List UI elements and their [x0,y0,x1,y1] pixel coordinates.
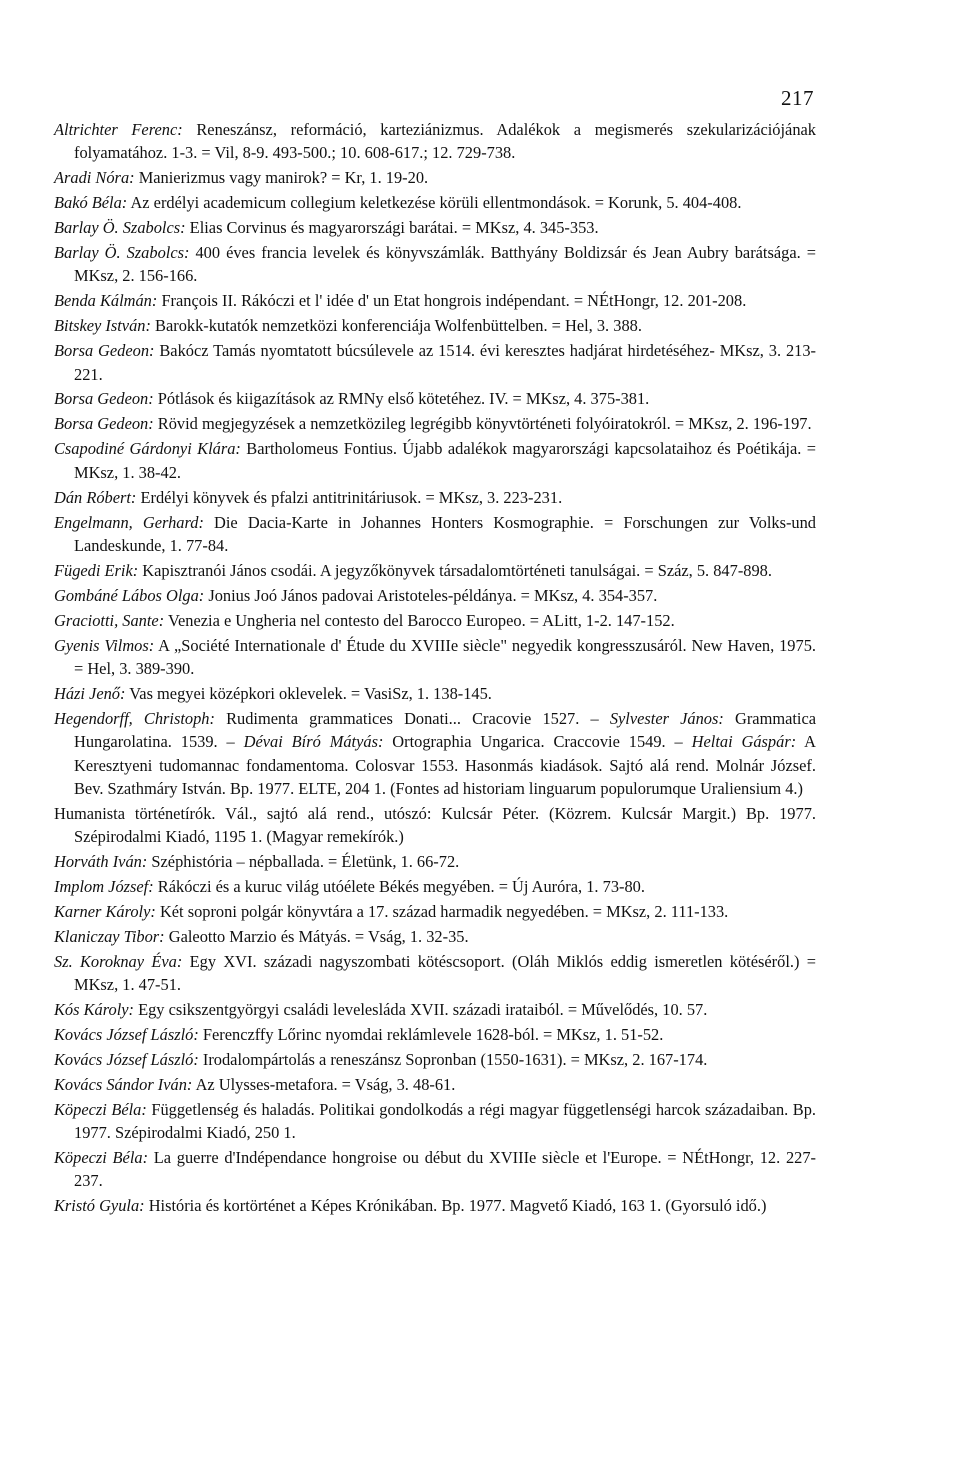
entry-text: Humanista történetírók. Vál., sajtó alá rend., utószó: Kulcsár Péter. (Közrem. Kulcsár Margit.) Bp. 1977. Szépirodalmi Kiadó, 1195 1. (Magyar remekírók.) [54,803,816,847]
entry-text-quaternary: A Keresztyeni tudomannac fondamentoma. Colosvar 1553. Hasonmás kiadások. Sajtó alá rend. Molnár József. Bev. Szathmáry István. Bp. 1977. ELTE, 204 1. (Fontes ad historiam linguarum populorumque Uraliensium 4.) [74,732,816,798]
bibliography-entry [54,998,816,1021]
entry-author: Borsa Gedeon: [54,389,154,409]
bibliography-entry [54,191,816,214]
entry-author: Kovács Sándor Iván: [54,1074,193,1094]
bibliography-entry [54,412,816,435]
entry-author: Köpeczi Béla: [54,1099,147,1119]
bibliography-entry [54,1098,816,1145]
entry-text: La guerre d'Indépendance hongroise ou début du XVIIIe siècle et l'Europe. = NÉtHongr, 12. 227-237. [74,1148,816,1191]
entry-author: Benda Kálmán: [54,291,158,311]
entry-text: Egy csikszentgyörgyi családi levelesláda XVII. századi irataiból. = Művelődés, 10. 57. [133,1000,708,1020]
entry-text: 400 éves francia levelek és könyvszámlák. Batthyány Boldizsár és Jean Aubry barátsága. = MKsz, 2. 156-166. [74,243,816,286]
entry-text: Bartholomeus Fontius. Újabb adalékok magyarországi kapcsolataihoz és Poétikája. = MKsz, 1. 38-42. [74,439,816,482]
entry-author: Engelmann, Gerhard: [54,512,204,532]
entry-author: Klaniczay Tibor: [54,926,165,946]
bibliography-entry [54,609,816,632]
bibliography-entry [54,850,816,873]
entry-author: Csapodiné Gárdonyi Klára: [54,439,241,459]
entry-author: Sz. Koroknay Éva: [54,951,183,971]
entry-author: Gyenis Vilmos: [54,635,155,655]
bibliography-entry [54,486,816,509]
entry-author: Graciotti, Sante: [54,610,165,630]
entry-text: Jonius Joó János padovai Aristoteles-példánya. = MKsz, 4. 354-357. [204,585,658,605]
entry-author-secondary: Sylvester János: [609,708,724,728]
entry-author: Kristó Gyula: [54,1196,145,1216]
entry-author-tertiary: Dévai Bíró Mátyás: [243,732,384,752]
entry-text: Reneszánsz, reformáció, karteziánizmus. Adalékok a megismerés szekularizációjának folyamatához. 1-3. = Vil, 8-9. 493-500.; 10. 608-617.; 12. 729-738. [74,120,816,163]
entry-text: Vas megyei középkori oklevelek. = VasiSz, 1. 138-145. [125,683,492,703]
entry-text: Bakócz Tamás nyomtatott búcsúlevele az 1514. évi keresztes hadjárat hirdetéséhez- MKsz, 3. 213-221. [74,341,816,384]
entry-author: Aradi Nóra: [54,168,135,188]
entry-author: Kovács József László: [54,1049,199,1069]
entry-text: Barokk-kutatók nemzetközi konferenciája Wolfenbüttelben. = Hel, 3. 388. [150,316,642,336]
bibliography-entry [54,1073,816,1096]
entry-author: Barlay Ö. Szabolcs: [54,243,190,263]
entry-text: Kapisztranói János csodái. A jegyzőkönyvek társadalomtörténeti tanulságai. = Száz, 5. 847-898. [138,560,772,580]
bibliography-entry [54,682,816,705]
bibliography-entry [54,437,816,484]
entry-author: Implom József: [54,877,154,897]
entry-text: Az erdélyi academicum collegium keletkezése körüli ellentmondások. = Korunk, 5. 404-408. [127,193,742,213]
entry-text: Ferenczffy Lőrinc nyomdai reklámlevele 1628-ból. = MKsz, 1. 51-52. [198,1025,664,1045]
entry-text: Elias Corvinus és magyarországi barátai. = MKsz, 4. 345-353. [185,218,599,238]
bibliography-entry [54,118,816,165]
entry-text: Die Dacia-Karte in Johannes Honters Kosmographie. = Forschungen zur Volks-und Landeskunde, 1. 77-84. [74,512,817,555]
entry-author: Bakó Béla: [54,193,128,213]
entry-author: Karner Károly: [54,902,156,921]
entry-author-quaternary: Heltai Gáspár: [691,732,797,752]
entry-text: Egy XVI. századi nagyszombati kötéscsoport. (Oláh Miklós eddig ismeretlen kötéséről.) = MKsz, 1. 47-51. [74,951,816,995]
entry-text: Függetlenség és haladás. Politikai gondolkodás a régi magyar függetlenségi harcok századaiban. Bp. 1977. Szépirodalmi Kiadó, 250 1. [74,1099,816,1143]
entry-author: Bitskey István: [54,316,151,336]
entry-author: Borsa Gedeon: [54,341,155,361]
bibliography-entry [54,875,816,898]
entry-author: Hegendorff, Christoph: [54,708,215,728]
entry-text: Manierizmus vagy manirok? = Kr, 1. 19-20. [134,168,429,188]
entry-author: Köpeczi Béla: [54,1148,149,1168]
entry-author: Fügedi Erik: [54,560,139,580]
bibliography-entry [54,289,816,312]
entry-text-secondary: Grammatica Hungarolatina. 1539. – [74,708,816,752]
entry-text: História és kortörténet a Képes Krónikában. Bp. 1977. Magvető Kiadó, 163 1. (Gyorsuló idő.) [144,1196,767,1216]
bibliography-entry [54,511,816,558]
entry-author: Gombáné Lábos Olga: [54,585,205,605]
entry-text: Galeotto Marzio és Mátyás. = Vság, 1. 32-35. [164,926,469,946]
entry-text: A „Société Internationale d' Étude du XVIIIe siècle" negyedik kongresszusáról. New Haven, 1975. = Hel, 3. 389-390. [74,635,816,678]
entry-text: Pótlások és kiigazítások az RMNy első kötetéhez. IV. = MKsz, 4. 375-381. [153,389,650,409]
bibliography-entry [54,387,816,410]
bibliography-entry [54,802,816,849]
bibliography-entry [54,559,816,582]
bibliography-entry [54,950,816,997]
page-number: 217 [781,86,814,110]
bibliography-entry [54,314,816,337]
entry-text: Két soproni polgár könyvtára a 17. század harmadik negyedében. = MKsz, 2. 111-133. [155,902,729,921]
bibliography-entry [54,1023,816,1046]
entry-author: Kós Károly: [54,1000,134,1020]
entry-text: Venezia e Ungheria nel contesto del Barocco Europeo. = ALitt, 1-2. 147-152. [164,610,675,630]
entry-text: François II. Rákóczi et l' idée d' un Etat hongrois indépendant. = NÉtHongr, 12. 201-208. [157,291,747,311]
entry-author: Altrichter Ferenc: [54,120,183,139]
bibliography-entry [54,339,816,386]
entry-text: Erdélyi könyvek és pfalzi antitrinitáriusok. = MKsz, 3. 223-231. [136,487,563,507]
bibliography-entry [54,216,816,239]
bibliography-list [54,118,816,1219]
entry-text: Irodalompártolás a reneszánsz Sopronban (1550-1631). = MKsz, 2. 167-174. [198,1049,708,1069]
entry-author: Horváth Iván: [54,852,148,872]
bibliography-entry [54,241,816,288]
entry-text: Rudimenta grammatices Donati... Cracovie 1527. – [214,708,610,728]
entry-text: Rövid megjegyzések a nemzetközileg legrégibb könyvtörténeti folyóiratokról. = MKsz, 2. 196-197. [153,414,812,434]
entry-text: Széphistória – népballada. = Életünk, 1. 66-72. [147,852,460,872]
entry-author: Dán Róbert: [54,487,137,507]
entry-text: Rákóczi és a kuruc világ utóélete Békés megyében. = Új Auróra, 1. 73-80. [153,877,645,897]
entry-author: Borsa Gedeon: [54,414,154,434]
bibliography-entry [54,1048,816,1071]
entry-author: Házi Jenő: [54,683,126,703]
entry-author: Kovács József László: [54,1025,199,1045]
bibliography-entry [54,166,816,189]
entry-text: Az Ulysses-metafora. = Vság, 3. 48-61. [192,1074,456,1094]
bibliography-entry [54,1194,816,1217]
entry-author: Barlay Ö. Szabolcs: [54,218,186,238]
bibliography-entry [54,900,816,923]
entry-text-tertiary: Ortographia Ungarica. Craccovie 1549. – [383,732,692,752]
bibliography-entry [54,1146,816,1193]
bibliography-entry [54,707,816,801]
bibliography-entry [54,634,816,681]
bibliography-entry [54,925,816,948]
bibliography-entry [54,584,816,607]
